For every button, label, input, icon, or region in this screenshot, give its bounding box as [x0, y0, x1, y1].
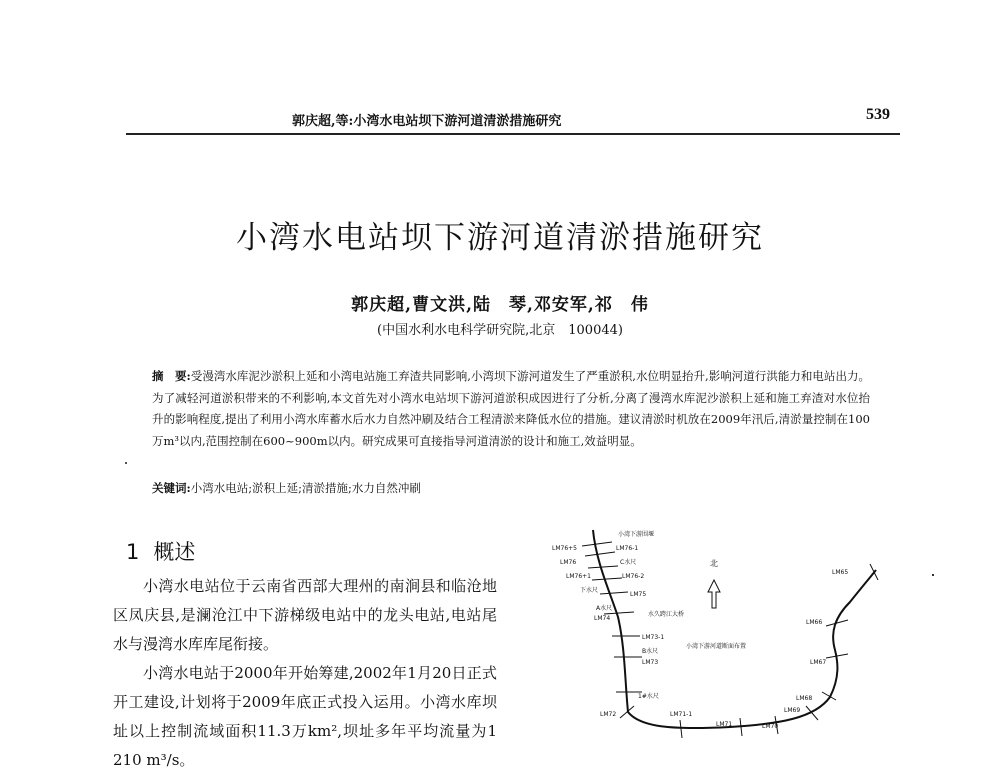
map-label: LM66	[806, 619, 823, 626]
affiliation: (中国水利水电科学研究院,北京 100044)	[377, 323, 623, 338]
map-label: 1#水尺	[638, 693, 659, 700]
map-label: LM76-2	[622, 573, 645, 580]
map-label: LM67	[810, 659, 827, 666]
map-label: LM70	[762, 723, 779, 730]
header-rule	[126, 133, 900, 135]
page-number: 539	[866, 106, 890, 123]
map-label: 水久跨江大桥	[648, 611, 685, 618]
speck	[125, 462, 127, 464]
map-label: 小湾下游围堰	[618, 531, 655, 538]
author-list: 郭庆超,曹文洪,陆 琴,邓安军,祁 伟	[351, 295, 649, 315]
map-label: LM75	[630, 591, 647, 598]
map-label: LM65	[832, 569, 849, 576]
map-label: LM68	[796, 695, 813, 702]
keywords-text: 小湾水电站;淤积上延;清淤措施;水力自然冲刷	[190, 481, 421, 495]
map-label: LM73	[642, 659, 659, 666]
map-label: LM73-1	[642, 634, 665, 641]
section-heading	[126, 536, 195, 566]
map-label: A水尺	[596, 605, 613, 612]
article-title: 小湾水电站坝下游河道清淤措施研究	[236, 220, 764, 256]
section-number: 1	[126, 540, 140, 564]
map-label: LM76	[560, 559, 577, 566]
map-label: 下水尺	[580, 587, 599, 594]
map-label: LM76+1	[566, 573, 591, 580]
north-label: 北	[710, 559, 718, 568]
map-label: LM72	[600, 711, 617, 718]
abstract-label: 摘 要:	[152, 369, 191, 383]
map-label: LM71-1	[670, 711, 693, 718]
paragraph: 小湾水电站于2000年开始筹建,2002年1月20日正式开工建设,计划将于2009年底正式投入运用。小湾水库坝址以上控制流域面积11.3万km²,坝址多年平均流量为1 210 m³/s。	[113, 664, 497, 769]
body-text	[113, 572, 497, 775]
keywords-label: 关键词:	[152, 481, 191, 495]
map-label: 小湾下游河道断面布置	[686, 643, 747, 650]
map-label: LM69	[784, 707, 801, 714]
abstract-text: 受漫湾水库泥沙淤积上延和小湾电站施工弃渣共同影响,小湾坝下游河道发生了严重淤积,水位明显抬升,影响河道行洪能力和电站出力。为了减轻河道淤积带来的不利影响,本文首先对小湾水电站坝下游河道淤积成因进行了分析,分离了漫湾水库泥沙淤积上延和施工弃渣对水位抬升的影响程度,提出了利用小湾水库蓄水后水力自然冲刷及结合工程清淤来降低水位的措施。建议清淤时机放在2009年汛后,清淤量控制在100万m³以内,范围控制在600~900m以内。研究成果可直接指导河道清淤的设计和施工,效益明显。	[152, 369, 870, 448]
paragraph: 小湾水电站位于云南省西部大理州的南涧县和临沧地区凤庆县,是澜沧江中下游梯级电站中的龙头电站,电站尾水与漫湾水库库尾衔接。	[113, 577, 497, 653]
map-label: LM74	[594, 615, 611, 622]
keywords	[152, 480, 870, 496]
map-label: LM71	[716, 721, 733, 728]
north-arrow-icon	[708, 580, 720, 608]
map-label: LM76-1	[616, 545, 639, 552]
map-label: LM76+5	[552, 545, 577, 552]
river-section-map	[530, 522, 930, 760]
running-head: 郭庆超,等:小湾水电站坝下游河道清淤措施研究	[292, 114, 562, 129]
abstract	[152, 366, 870, 452]
section-title: 概述	[153, 540, 196, 564]
speck	[932, 574, 934, 576]
map-label: C水尺	[620, 559, 637, 566]
map-label: B水尺	[642, 648, 659, 655]
